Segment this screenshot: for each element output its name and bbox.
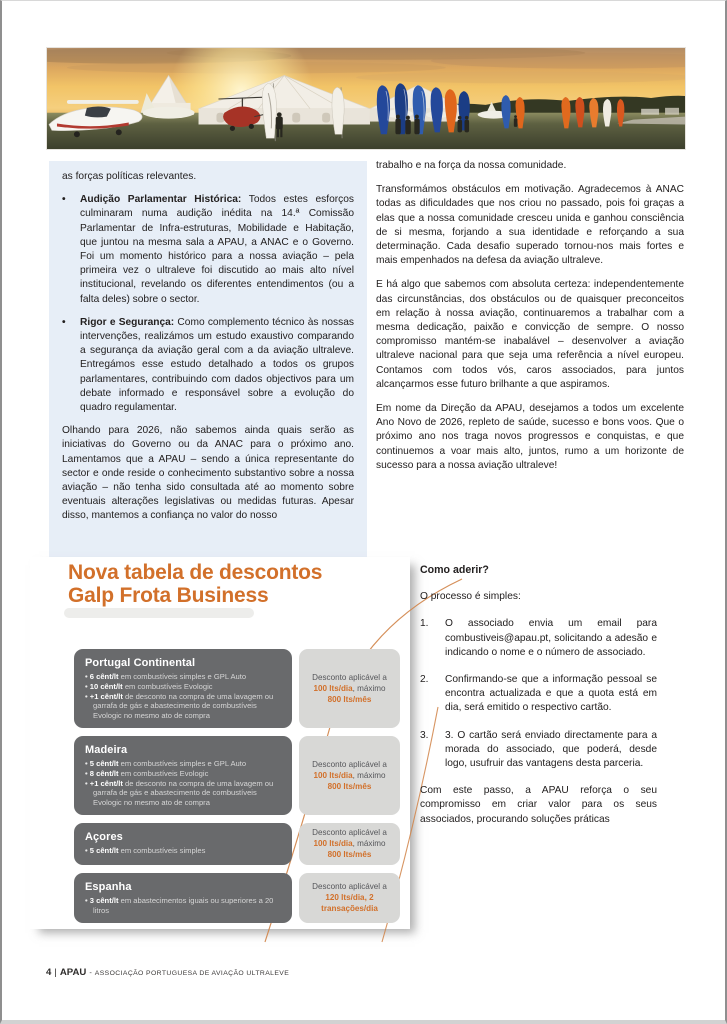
left-column-highlight-box [49,161,367,558]
discount-item: • 5 cênt/lt em combustíveis simples e GPL Auto [85,759,281,769]
step-text: O associado envia um email para combustiveis@apau.pt, solicitando a adesão e indicando o nome e o número de associado. [445,618,657,658]
how-to-join-closing: Com este passo, a APAU reforça o seu compromisso em criar valor para os seus associados, procurando soluções práticas [420,785,657,825]
galp-title-line2: Galp Frota Business [68,584,269,607]
discount-table-row [74,736,400,815]
discount-item-value: 5 cênt/lt [89,845,119,855]
left-intro-line: as forças políticas relevantes. [62,171,197,182]
discount-limit-label: Desconto aplicável a [312,828,387,838]
galp-subtitle-fade-bar [64,608,254,618]
galp-discount-panel [30,557,410,929]
right-column-text [376,159,684,483]
page-footer [46,967,289,978]
step-text: Confirmando-se que a informação pessoal se encontra actualizada e que a quota está em dia, será emitido o respectivo cartão. [445,674,657,714]
discount-item: • +1 cênt/lt de desconto na compra de uma lavagem ou garrafa de gás e abastecimento de combustíveis Evologic no mesmo ato de compra [85,779,281,808]
how-to-join-heading: Como aderir? [420,564,489,576]
discount-limit-value: 100 lts/dia [313,683,353,693]
footer-org: APAU [59,967,87,978]
discount-limit-label: Desconto aplicável a [312,882,387,892]
region-box [74,736,292,815]
paragraph: Transformámos obstáculos em motivação. Agradecemos à ANAC todas as dificuldades que nos criou no passado, pois foi graças a elas que a nossa comunidade cresceu unida e ganhou consciência de si mesma, forjando a sua identidade e reforçando a sua determinação. Cada desafio superado tornou-nos mais fortes e mais empenhados na defesa da aviação ultraleve. [376,184,684,267]
discount-item-value: +1 cênt/lt [89,778,123,788]
how-to-join-intro: O processo é simples: [420,591,521,603]
discount-limit-text [306,672,393,705]
discount-limit-value: 800 lts/mês [327,850,372,860]
discount-limit-label: , máximo [352,839,386,849]
discount-item-value: 8 cênt/lt [89,768,119,778]
footer-separator: | [54,967,57,978]
left-closing-paragraph: Olhando para 2026, não sabemos ainda quais serão as iniciativas do Governo ou da ANAC para o próximo ano. Lamentamos que a APAU – sendo a única representante do sector e onde reside o conhecimento substantivo sobre a nossa aviação – não tenha sido consultada até ao momento sobre eventuais alterações legislativas ou medidas futuras. Apesar disso, mantemos a confiança no valor do nosso [62,425,354,522]
discount-limit-box [299,736,400,815]
discount-item: • 8 cênt/lt em combustíveis Evologic [85,769,281,779]
discount-limit-label: , máximo [352,683,386,693]
discount-item: • 3 cênt/lt em abastecimentos iguais ou superiores a 20 litros [85,896,281,916]
discount-limit-label: , máximo [352,770,386,780]
discount-limit-box [299,649,400,728]
bullet-dot: • [62,316,66,328]
paragraph: Em nome da Direção da APAU, desejamos a todos um excelente Ano Novo de 2026, repleto de saúde, sucesso e bons voos. Que o próximo ano nos traga novos progressos e conquistas, e que continuemos a voar mais alto, juntos, rumo a um horizonte de sucesso para a nossa aviação ultraleve! [376,403,684,471]
galp-title-line1: Nova tabela de descontos [68,561,323,584]
footer-dash: - [89,968,92,977]
galp-panel-title [68,561,322,607]
step-item [420,673,657,716]
discount-table-row [74,823,400,865]
discount-item: • 5 cênt/lt em combustíveis simples [85,846,281,856]
discount-limit-label: Desconto aplicável a [312,759,387,769]
footer-tagline: ASSOCIAÇÃO PORTUGUESA DE AVIAÇÃO ULTRALEVE [94,970,290,977]
bullet-item [62,193,354,307]
region-box [74,649,292,728]
discount-item: • 6 cênt/lt em combustíveis simples e GPL Auto [85,672,281,682]
discount-item-value: 6 cênt/lt [89,672,119,681]
bullet-item [62,316,354,415]
step-text: 3. O cartão será enviado directamente para a morada do associado, que poderá, desde logo, usufruir das vantagens desta parceria. [445,729,657,770]
how-to-join-section [420,563,657,840]
region-name: Açores [85,830,123,843]
discount-item: • 10 cênt/lt em combustíveis Evologic [85,682,281,692]
paragraph: trabalho e na força da nossa comunidade. [376,160,567,171]
discount-item-value: 10 cênt/lt [89,681,123,691]
discount-item: • +1 cênt/lt de desconto na compra de uma lavagem ou garrafa de gás e abastecimento de combustíveis Evologic no mesmo ato de compra [85,692,281,721]
region-name: Espanha [85,880,132,893]
region-discount-items [85,672,281,721]
airfield-sunset-illustration [47,48,685,149]
page-number: 4 [46,967,52,978]
region-box [74,823,292,865]
discount-limit-value: 100 lts/dia [313,770,353,780]
discount-item-value: +1 cênt/lt [89,691,123,701]
discount-limit-value: 120 lts/dia, [325,893,367,903]
paragraph: E há algo que sabemos com absoluta certeza: independentemente das circunstâncias, dos obstáculos ou de quaisquer preconceitos em relação à nossa aviação, continuaremos a trabalhar com a mesma dedicação, paixão e convicção de sempre. O nosso compromisso mantém-se inabalável – desenvolver a aviação ultraleve nacional para que seja uma referência a nível europeu. Contamos com todos vós, caros associados, para juntos alcançarmos esse futuro brilhante a que aspiramos. [376,279,684,390]
bullet-text: Audição Parlamentar Histórica: Todos estes esforços culminaram numa audição inédita na 14.ª Comissão Parlamentar de Infra-estruturas, Mobilidade e Habitação, que juntou na mesma sala a APAU, a ANAC e o Governo. Foi um momento histórico para a nossa aviação – pela primeira vez o ultraleve foi discutido ao mais alto nível institucional, revelando os diferentes entendimentos (ou a falta deles) sobre o sector. [80,194,354,305]
discount-limit-text [306,827,393,860]
discount-table-row [74,873,400,923]
discount-limit-label: Desconto aplicável a [312,672,387,682]
region-discount-items [85,759,281,808]
discount-limit-box [299,873,400,923]
discount-item-value: 3 cênt/lt [89,895,119,905]
step-number: 3. [420,729,429,741]
discount-item-value: 5 cênt/lt [89,758,119,768]
hero-photo [46,47,686,150]
region-discount-items [85,846,281,856]
region-box [74,873,292,923]
step-item [420,729,657,772]
region-name: Madeira [85,743,128,756]
step-item [420,617,657,660]
discount-table-row [74,649,400,728]
region-discount-items [85,896,281,916]
step-number: 1. [420,618,429,630]
discount-limit-text [306,759,393,792]
step-number: 2. [420,674,429,686]
discount-limit-value: 100 lts/dia [313,839,353,849]
discount-limit-box [299,823,400,865]
achievements-bullet-list [62,193,354,415]
discount-limit-value: 2 transações/dia [321,893,378,914]
bullet-dot: • [62,194,66,206]
bullet-text: Rigor e Segurança: Como complemento técnico às nossas intervenções, realizámos um estudo exaustivo comparando a segurança da aviação geral com a da aviação ultraleve. Entregámos esse estudo detalhado a todos os grupos parlamentares, contribuindo com dados objectivos para um debate informado e responsável sobre a evolução do quadro regulamentar. [80,316,354,414]
discount-limit-value: 800 lts/mês [327,694,372,704]
discount-limit-value: 800 lts/mês [327,781,372,791]
discount-table [74,649,400,923]
region-name: Portugal Continental [85,657,196,669]
how-to-join-steps [420,617,657,771]
discount-limit-text [306,881,393,914]
